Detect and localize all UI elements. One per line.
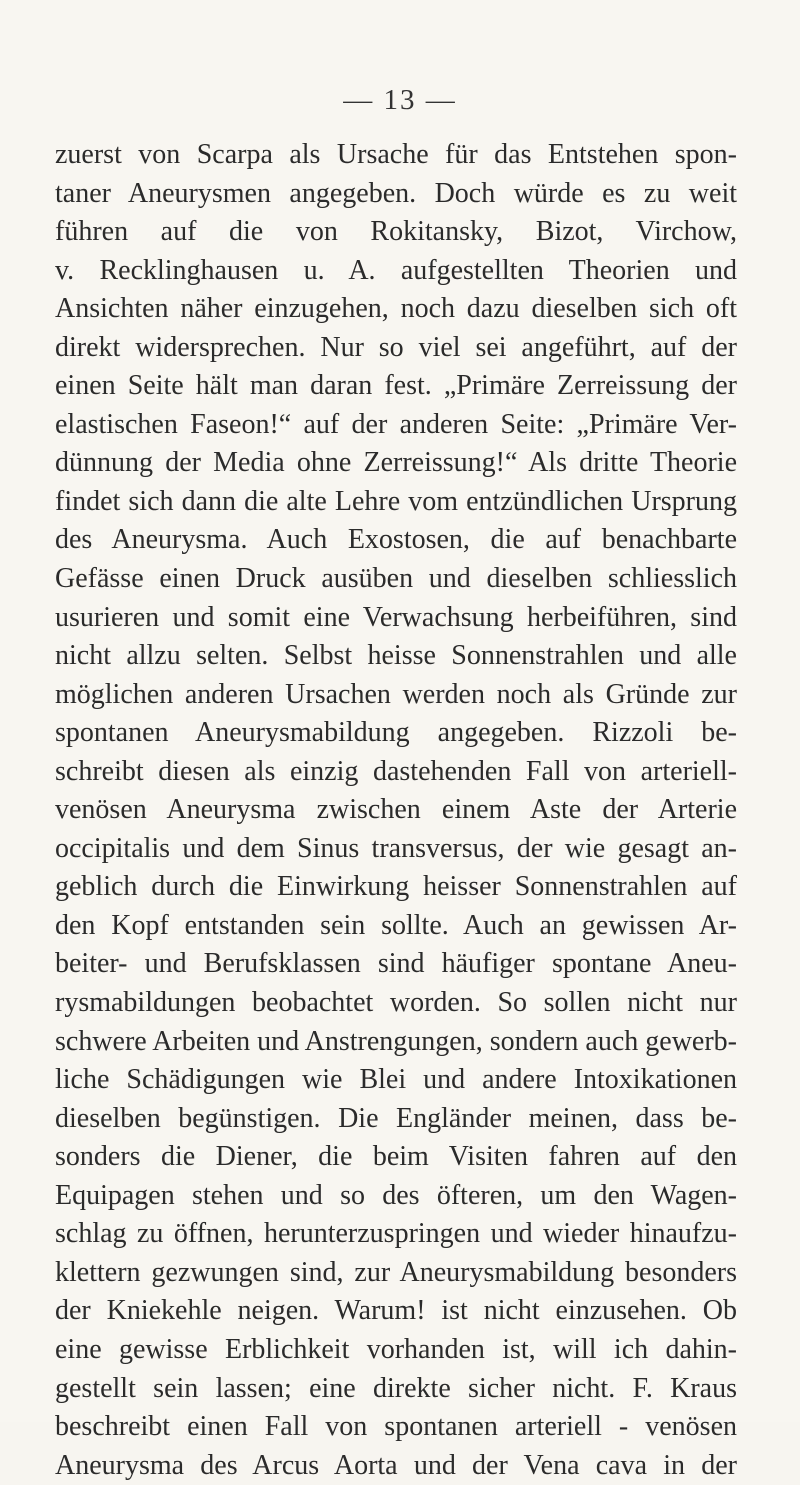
text-line: schwere Arbeiten und Anstrengungen, sondern auch gewerb- bbox=[55, 1025, 737, 1057]
text-line: schlag zu öffnen, herunterzuspringen und wieder hinaufzu- bbox=[55, 1218, 737, 1250]
text-line: elastischen Faseon!“ auf der anderen Seite: „Primäre Ver- bbox=[55, 408, 737, 440]
text-line: führen auf die von Rokitansky, Bizot, Virchow, bbox=[55, 216, 737, 248]
text-line: einen Seite hält man daran fest. „Primäre Zerreissung der bbox=[55, 370, 737, 402]
text-line: rysmabildungen beobachtet worden. So sollen nicht nur bbox=[55, 987, 737, 1019]
body-text bbox=[55, 136, 737, 1485]
text-line: occipitalis und dem Sinus transversus, der wie gesagt an- bbox=[55, 832, 737, 864]
text-line: v. Recklinghausen u. A. aufgestellten Theorien und bbox=[55, 254, 737, 286]
page-number: — 13 — bbox=[343, 84, 457, 116]
text-line: nicht allzu selten. Selbst heisse Sonnenstrahlen und alle bbox=[55, 640, 737, 672]
text-line: spontanen Aneurysmabildung angegeben. Rizzoli be- bbox=[55, 717, 737, 749]
text-line: geblich durch die Einwirkung heisser Sonnenstrahlen auf bbox=[55, 871, 737, 903]
text-line: des Aneurysma. Auch Exostosen, die auf benachbarte bbox=[55, 524, 737, 556]
text-line: beschreibt einen Fall von spontanen arteriell - venösen bbox=[55, 1411, 737, 1443]
text-line: zuerst von Scarpa als Ursache für das Entstehen spon- bbox=[55, 139, 737, 170]
text-line: Aneurysma des Arcus Aorta und der Vena cava in der bbox=[55, 1449, 737, 1481]
text-line: usurieren und somit eine Verwachsung herbeiführen, sind bbox=[55, 601, 737, 633]
text-line: sonders die Diener, die beim Visiten fahren auf den bbox=[55, 1141, 737, 1173]
text-line: Gefässe einen Druck ausüben und dieselben schliesslich bbox=[55, 563, 737, 595]
text-line: dünnung der Media ohne Zerreissung!“ Als dritte Theorie bbox=[55, 447, 737, 479]
text-line: schreibt diesen als einzig dastehenden Fall von arteriell- bbox=[55, 755, 737, 787]
text-line: dieselben begünstigen. Die Engländer meinen, dass be- bbox=[55, 1102, 737, 1134]
text-line: findet sich dann die alte Lehre vom entzündlichen Ursprung bbox=[55, 485, 737, 517]
text-line: Ansichten näher einzugehen, noch dazu dieselben sich oft bbox=[55, 293, 737, 325]
text-line: den Kopf entstanden sein sollte. Auch an gewissen Ar- bbox=[55, 909, 737, 941]
text-line: gestellt sein lassen; eine direkte sicher nicht. F. Kraus bbox=[55, 1372, 737, 1404]
text-line: klettern gezwungen sind, zur Aneurysmabildung besonders bbox=[55, 1256, 737, 1288]
text-line: eine gewisse Erblichkeit vorhanden ist, will ich dahin- bbox=[55, 1333, 737, 1365]
text-line: möglichen anderen Ursachen werden noch als Gründe zur bbox=[55, 678, 737, 710]
text-line: taner Aneurysmen angegeben. Doch würde es zu weit bbox=[55, 177, 737, 209]
text-line: liche Schädigungen wie Blei und andere Intoxikationen bbox=[55, 1064, 737, 1096]
text-line: beiter- und Berufsklassen sind häufiger spontane Aneu- bbox=[55, 948, 737, 980]
text-line: direkt widersprechen. Nur so viel sei angeführt, auf der bbox=[55, 331, 737, 363]
text-line: der Kniekehle neigen. Warum! ist nicht einzusehen. Ob bbox=[55, 1295, 737, 1327]
text-line: Equipagen stehen und so des öfteren, um den Wagen- bbox=[55, 1179, 737, 1211]
text-line: venösen Aneurysma zwischen einem Aste der Arterie bbox=[55, 794, 737, 826]
